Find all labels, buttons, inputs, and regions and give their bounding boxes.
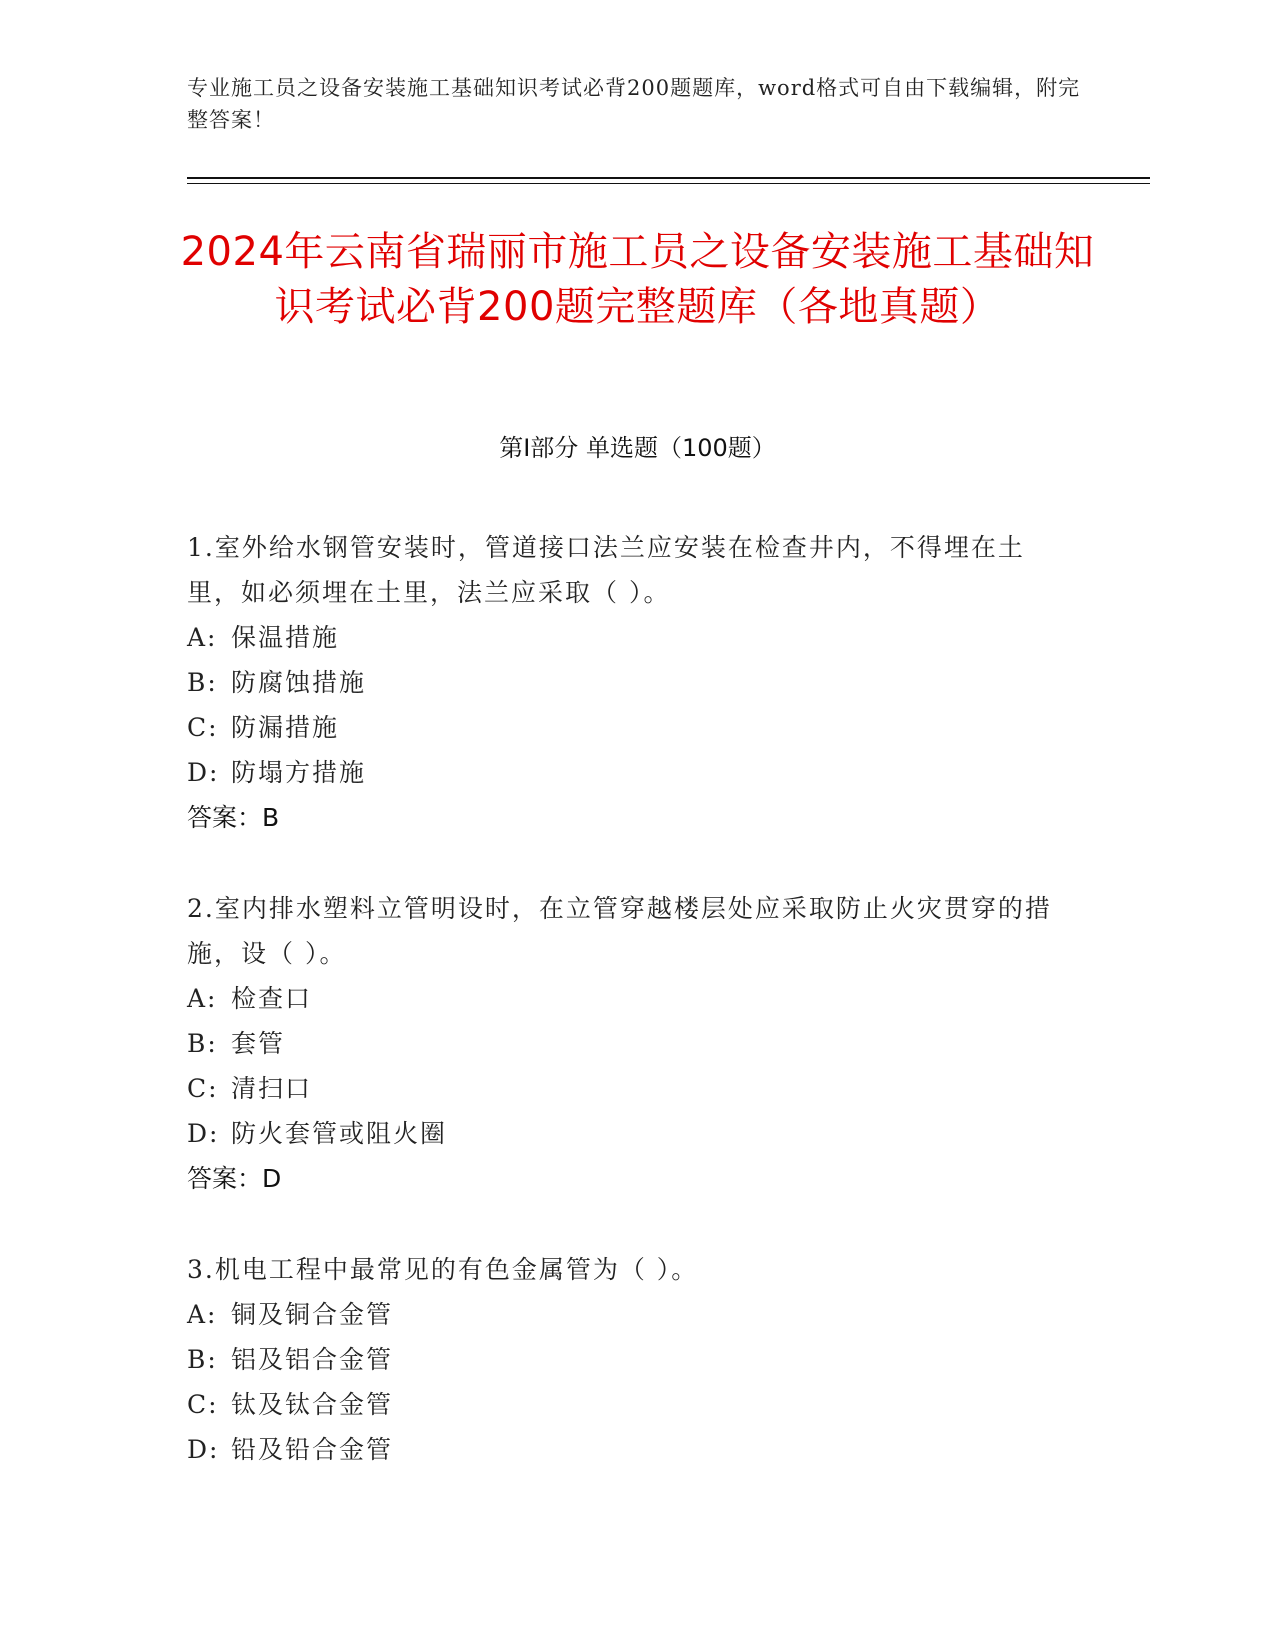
option-text: 防漏措施 (231, 713, 340, 742)
option-text: 套管 (231, 1029, 286, 1058)
option-b (187, 1021, 1067, 1066)
option-a (187, 615, 1067, 660)
option-a (187, 1292, 1067, 1337)
question-2 (187, 886, 1067, 1201)
header-divider-thin (187, 183, 1150, 184)
header-divider-thick (187, 177, 1150, 179)
option-c (187, 1066, 1067, 1111)
question-list (187, 525, 1067, 1518)
document-title: 2024年云南省瑞丽市施工员之设备安装施工基础知识考试必背200题完整题库（各地真题） (180, 229, 1095, 330)
option-letter: D: (187, 1119, 220, 1148)
option-text: 防塌方措施 (231, 758, 367, 787)
option-text: 铅及铅合金管 (231, 1435, 394, 1464)
option-b (187, 1337, 1067, 1382)
option-letter: C: (187, 713, 219, 742)
option-c (187, 1382, 1067, 1427)
option-letter: A: (187, 984, 218, 1013)
option-text: 钛及钛合金管 (231, 1390, 394, 1419)
answer: 答案：B (187, 803, 280, 832)
question-1 (187, 525, 1067, 840)
option-text: 铝及铝合金管 (231, 1345, 394, 1374)
option-letter: D: (187, 758, 220, 787)
option-letter: B: (187, 1345, 218, 1374)
option-d (187, 750, 1067, 795)
question-stem: 3.机电工程中最常见的有色金属管为（ ）。 (187, 1255, 699, 1284)
question-3 (187, 1247, 1067, 1472)
answer: 答案：D (187, 1164, 282, 1193)
option-c (187, 705, 1067, 750)
option-text: 保温措施 (231, 623, 340, 652)
option-text: 防腐蚀措施 (231, 668, 367, 697)
option-letter: C: (187, 1074, 219, 1103)
option-letter: D: (187, 1435, 220, 1464)
question-stem: 1.室外给水钢管安装时，管道接口法兰应安装在检查井内，不得埋在土里，如必须埋在土里，法兰应采取（ ）。 (187, 533, 1025, 607)
option-letter: A: (187, 623, 218, 652)
option-letter: C: (187, 1390, 219, 1419)
option-d (187, 1427, 1067, 1472)
question-stem: 2.室内排水塑料立管明设时，在立管穿越楼层处应采取防止火灾贯穿的措施，设（ ）。 (187, 894, 1052, 968)
option-a (187, 976, 1067, 1021)
option-d (187, 1111, 1067, 1156)
option-letter: B: (187, 1029, 218, 1058)
option-text: 铜及铜合金管 (231, 1300, 394, 1329)
header-note: 专业施工员之设备安装施工基础知识考试必背200题题库，word格式可自由下载编辑，附完整答案！ (187, 76, 1081, 132)
option-text: 检查口 (231, 984, 313, 1013)
option-text: 防火套管或阻火圈 (231, 1119, 448, 1148)
option-text: 清扫口 (231, 1074, 313, 1103)
option-b (187, 660, 1067, 705)
option-letter: A: (187, 1300, 218, 1329)
section-title: 第I部分 单选题（100题） (499, 434, 776, 462)
option-letter: B: (187, 668, 218, 697)
